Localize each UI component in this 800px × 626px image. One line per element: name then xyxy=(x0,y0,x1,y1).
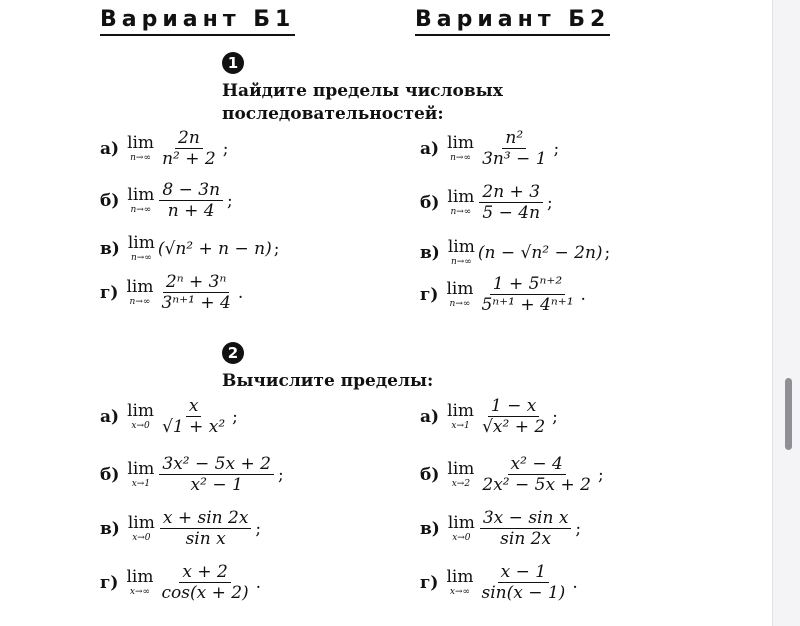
lim-subscript: n→∞ xyxy=(130,153,151,163)
fraction xyxy=(160,508,252,549)
s1-right-item-d xyxy=(420,274,586,315)
s1-right-item-c xyxy=(420,238,610,267)
limit-operator xyxy=(447,188,474,217)
section-2-heading: Вычислите пределы: xyxy=(222,371,434,391)
lim-word: lim xyxy=(127,233,155,253)
s1-left-item-d xyxy=(100,272,243,313)
s1-left-item-b xyxy=(100,180,233,221)
lim-word: lim xyxy=(447,401,475,421)
lim-subscript: x→0 xyxy=(131,421,150,431)
denominator: sin(x − 1) xyxy=(481,583,566,603)
fraction xyxy=(478,274,576,315)
s2-left-item-a xyxy=(100,396,238,437)
limit-operator xyxy=(447,460,474,489)
fraction xyxy=(478,562,568,603)
expression: (n − √n² − 2n) xyxy=(477,242,603,263)
fraction xyxy=(479,182,543,223)
item-label: г) xyxy=(420,284,439,305)
punctuation: ; xyxy=(232,406,238,427)
limit-operator xyxy=(127,460,154,489)
fraction xyxy=(479,396,548,437)
numerator: 3x² − 5x + 2 xyxy=(159,454,274,475)
lim-subscript: n→∞ xyxy=(130,253,152,263)
fraction xyxy=(479,128,549,169)
lim-word: lim xyxy=(447,133,475,153)
s2-right-item-a xyxy=(420,396,558,437)
item-label: г) xyxy=(420,572,439,593)
fraction xyxy=(159,128,219,169)
denominator: x² − 1 xyxy=(190,475,243,495)
denominator: 5 − 4n xyxy=(482,203,541,223)
denominator: √x² + 2 xyxy=(482,417,546,437)
numerator: 2n + 3 xyxy=(479,182,543,203)
lim-subscript: x→1 xyxy=(451,421,470,431)
punctuation: ; xyxy=(227,190,233,211)
item-label: а) xyxy=(100,138,120,159)
s1-right-item-a xyxy=(420,128,559,169)
denominator: cos(x + 2) xyxy=(161,583,249,603)
section-2-number-badge: 2 xyxy=(222,342,244,364)
lim-subscript: n→∞ xyxy=(450,207,472,217)
limit-operator xyxy=(126,278,153,307)
lim-subscript: x→∞ xyxy=(129,587,151,597)
numerator: x + sin 2x xyxy=(160,508,252,529)
item-label: г) xyxy=(100,572,119,593)
denominator: n² + 2 xyxy=(162,149,216,169)
lim-subscript: n→∞ xyxy=(129,297,151,307)
s2-right-item-d xyxy=(420,562,578,603)
numerator: 2ⁿ + 3ⁿ xyxy=(163,272,229,293)
item-label: г) xyxy=(100,282,119,303)
punctuation: ; xyxy=(222,138,229,159)
lim-word: lim xyxy=(127,513,155,533)
lim-word: lim xyxy=(127,459,155,479)
numerator: 2n xyxy=(175,128,203,149)
denominator: 5ⁿ⁺¹ + 4ⁿ⁺¹ xyxy=(481,295,574,315)
s1-left-item-a xyxy=(100,128,228,169)
section-1-heading-line-1: Найдите пределы числовых xyxy=(222,81,503,101)
punctuation: ; xyxy=(273,238,280,259)
punctuation: ; xyxy=(597,464,604,485)
item-label: б) xyxy=(100,464,120,485)
s2-left-item-b xyxy=(100,454,284,495)
punctuation: ; xyxy=(553,138,560,159)
item-label: в) xyxy=(420,242,440,263)
punctuation: . xyxy=(572,572,578,593)
lim-subscript: x→2 xyxy=(451,479,471,489)
punctuation: ; xyxy=(575,518,582,539)
lim-word: lim xyxy=(446,279,474,299)
s1-right-item-b xyxy=(420,182,553,223)
lim-word: lim xyxy=(447,187,475,207)
s2-left-item-c xyxy=(100,508,261,549)
lim-subscript: n→∞ xyxy=(130,205,152,215)
lim-word: lim xyxy=(447,459,475,479)
s2-right-item-b xyxy=(420,454,604,495)
fraction xyxy=(158,272,233,313)
lim-subscript: n→∞ xyxy=(450,257,472,267)
lim-word: lim xyxy=(127,401,155,421)
limit-operator xyxy=(127,186,154,215)
denominator: 3n³ − 1 xyxy=(482,149,547,169)
lim-word: lim xyxy=(447,513,475,533)
lim-word: lim xyxy=(446,567,474,587)
limit-operator xyxy=(128,514,155,543)
lim-word: lim xyxy=(127,133,155,153)
lim-word: lim xyxy=(127,185,155,205)
s1-left-item-c xyxy=(100,234,279,263)
viewer-scroll-track xyxy=(772,0,800,626)
numerator: 1 + 5ⁿ⁺² xyxy=(490,274,565,295)
lim-subscript: x→1 xyxy=(131,479,151,489)
section-1-heading-line-2: последовательностей: xyxy=(222,104,444,124)
item-label: а) xyxy=(420,406,440,427)
lim-word: lim xyxy=(126,277,154,297)
limit-operator xyxy=(127,134,154,163)
item-label: в) xyxy=(100,518,120,539)
lim-word: lim xyxy=(126,567,154,587)
s2-left-item-d xyxy=(100,562,261,603)
limit-operator xyxy=(448,238,475,267)
lim-subscript: x→∞ xyxy=(449,587,471,597)
scrollbar-thumb[interactable] xyxy=(785,378,792,450)
punctuation: ; xyxy=(552,406,558,427)
limit-operator xyxy=(128,234,155,263)
numerator: x + 2 xyxy=(179,562,230,583)
numerator: x − 1 xyxy=(498,562,549,583)
fraction xyxy=(159,454,274,495)
expression: (√n² + n − n) xyxy=(157,238,272,259)
numerator: x² − 4 xyxy=(508,454,566,475)
numerator: 3x − sin x xyxy=(480,508,572,529)
numerator: x xyxy=(186,396,202,417)
limit-operator xyxy=(446,568,473,597)
punctuation: . xyxy=(237,282,244,303)
lim-subscript: n→∞ xyxy=(450,153,471,163)
punctuation: . xyxy=(580,284,586,305)
denominator: 3ⁿ⁺¹ + 4 xyxy=(161,293,231,313)
numerator: 1 − x xyxy=(488,396,539,417)
limit-operator xyxy=(126,568,153,597)
fraction xyxy=(159,180,223,221)
denominator: 2x² − 5x + 2 xyxy=(482,475,591,495)
item-label: б) xyxy=(420,464,440,485)
item-label: а) xyxy=(100,406,120,427)
limit-operator xyxy=(447,402,474,431)
denominator: n + 4 xyxy=(167,201,215,221)
fraction xyxy=(159,396,228,437)
fraction xyxy=(158,562,251,603)
variant-b2-title: Вариант Б2 xyxy=(415,8,610,36)
limit-operator xyxy=(127,402,154,431)
limit-operator xyxy=(448,514,475,543)
denominator: sin x xyxy=(185,529,226,549)
lim-subscript: x→0 xyxy=(452,533,471,543)
fraction xyxy=(479,454,594,495)
punctuation: ; xyxy=(547,192,553,213)
denominator: √1 + x² xyxy=(162,417,226,437)
variant-b1-title: Вариант Б1 xyxy=(100,8,295,36)
section-1-heading xyxy=(222,80,503,126)
punctuation: ; xyxy=(255,518,262,539)
item-label: а) xyxy=(420,138,440,159)
fraction xyxy=(480,508,572,549)
item-label: б) xyxy=(100,190,120,211)
numerator: n² xyxy=(502,128,526,149)
limit-operator xyxy=(446,280,473,309)
item-label: в) xyxy=(100,238,120,259)
lim-subscript: x→0 xyxy=(132,533,151,543)
s2-right-item-c xyxy=(420,508,581,549)
item-label: б) xyxy=(420,192,440,213)
limit-operator xyxy=(447,134,474,163)
punctuation: ; xyxy=(604,242,611,263)
denominator: sin 2x xyxy=(500,529,552,549)
item-label: в) xyxy=(420,518,440,539)
punctuation: . xyxy=(255,572,262,593)
lim-subscript: n→∞ xyxy=(449,299,471,309)
section-1-number-badge: 1 xyxy=(222,52,244,74)
numerator: 8 − 3n xyxy=(159,180,223,201)
punctuation: ; xyxy=(277,464,284,485)
lim-word: lim xyxy=(447,237,475,257)
